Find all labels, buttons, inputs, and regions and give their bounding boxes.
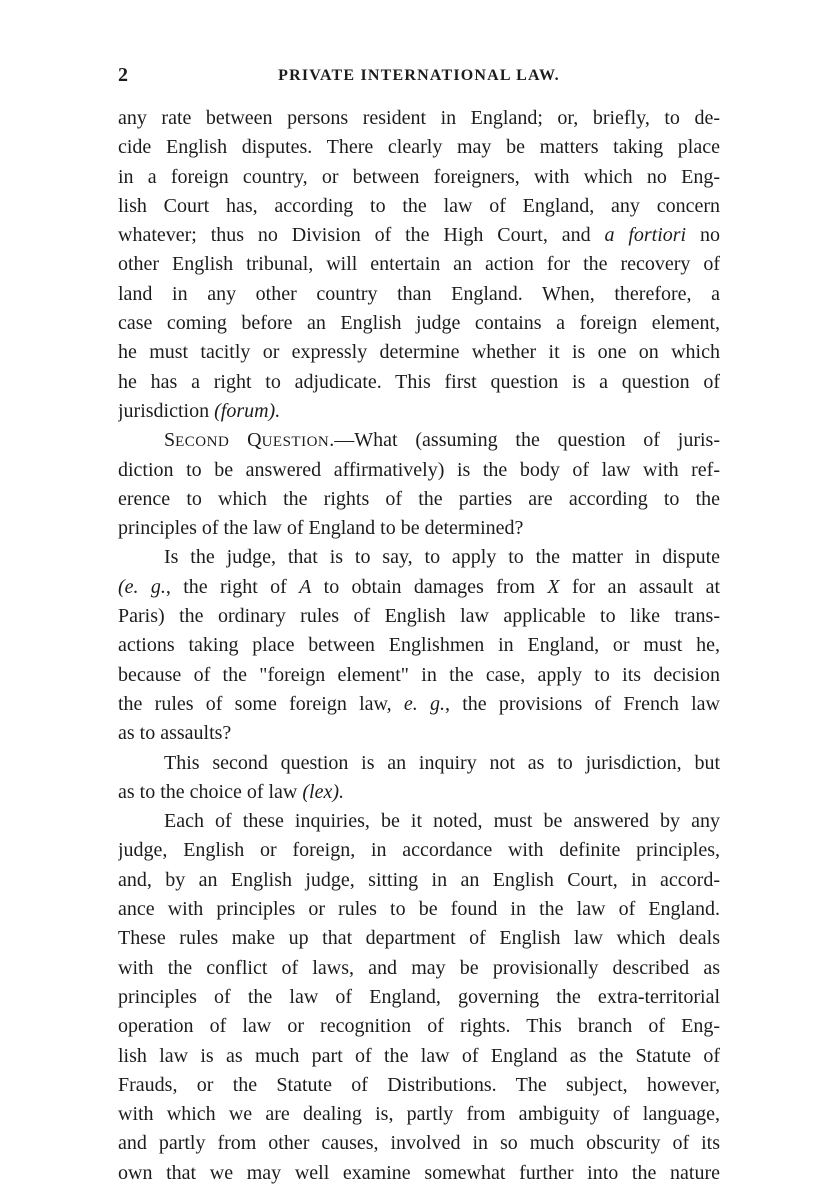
italic-term: (e. g. bbox=[118, 575, 166, 598]
text-line bbox=[118, 426, 720, 455]
text-line: lish law is as much part of the law of England as the Statute of bbox=[118, 1044, 720, 1067]
italic-term: (lex). bbox=[302, 780, 345, 803]
text-line: he has a right to adjudicate. This first question is a question of bbox=[118, 370, 720, 393]
small-caps-text: ECOND bbox=[175, 434, 230, 451]
text-line: This second question is an inquiry not as to jurisdiction, but bbox=[164, 751, 720, 774]
text-line: own that we may well examine somewhat further into the nature bbox=[118, 1161, 720, 1184]
text-line bbox=[118, 573, 720, 602]
running-title: PRIVATE INTERNATIONAL LAW. bbox=[278, 67, 560, 84]
text-line: he must tacitly or expressly determine whether it is one on which bbox=[118, 341, 720, 364]
text-run: as to the choice of law bbox=[118, 780, 298, 803]
text-run: , the provisions of French law bbox=[445, 692, 720, 715]
text-line: actions taking place between Englishmen in England, or must he, bbox=[118, 634, 720, 657]
text-line: principles of the law of England, governing the extra-territorial bbox=[118, 985, 720, 1008]
text-line: with which we are dealing is, partly from ambiguity of language, bbox=[118, 1103, 720, 1126]
text-line: Each of these inquiries, be it noted, must be answered by any bbox=[164, 810, 720, 833]
text-run: , the right of bbox=[165, 575, 287, 598]
text-run: for an assault at bbox=[571, 575, 720, 598]
text-line: other English tribunal, will entertain an action for the recovery of bbox=[118, 253, 720, 276]
text-line: Paris) the ordinary rules of English law applicable to like trans- bbox=[118, 605, 720, 628]
text-line: Frauds, or the Statute of Distributions. The subject, however, bbox=[118, 1073, 720, 1096]
text-run: whatever; thus no Division of the High Court, and bbox=[118, 224, 591, 247]
text-run: to obtain damages from bbox=[323, 575, 536, 598]
text-run: no bbox=[700, 224, 720, 247]
running-head bbox=[118, 64, 720, 92]
text-line bbox=[118, 690, 720, 719]
text-line: ance with principles or rules to be found in the law of England. bbox=[118, 898, 720, 921]
italic-term: A bbox=[299, 575, 312, 598]
italic-term: (forum). bbox=[214, 399, 281, 422]
text-line: because of the "foreign element" in the case, apply to its decision bbox=[118, 663, 720, 686]
text-line: diction to be answered affirmatively) is the body of law with ref- bbox=[118, 458, 720, 481]
text-line: any rate between persons resident in England; or, briefly, to de- bbox=[118, 107, 720, 129]
text-line: in a foreign country, or between foreigners, with which no Eng- bbox=[118, 165, 720, 188]
text-run: the rules of some foreign law, bbox=[118, 692, 392, 715]
text-line: and, by an English judge, sitting in an English Court, in accord- bbox=[118, 868, 720, 891]
text-line: operation of law or recognition of rights. This branch of Eng- bbox=[118, 1015, 720, 1038]
text-run: .—What (assuming the question of juris- bbox=[329, 429, 720, 452]
text-line bbox=[118, 221, 720, 250]
text-line: judge, English or foreign, in accordance with definite principles, bbox=[118, 839, 720, 862]
text-line: as to assaults? bbox=[118, 722, 232, 745]
text-line: case coming before an English judge contains a foreign element, bbox=[118, 312, 720, 335]
text-line: principles of the law of England to be determined? bbox=[118, 517, 524, 540]
text-run: jurisdiction bbox=[118, 399, 210, 422]
text-line: land in any other country than England. When, therefore, a bbox=[118, 282, 720, 305]
text-line: with the conflict of laws, and may be provisionally described as bbox=[118, 956, 720, 979]
text-line: and partly from other causes, involved in so much obscurity of its bbox=[118, 1132, 720, 1155]
italic-term: e. g. bbox=[403, 692, 445, 715]
page-number: 2 bbox=[118, 64, 128, 86]
text-line: lish Court has, according to the law of England, any concern bbox=[118, 194, 720, 217]
text-line: cide English disputes. There clearly may be matters taking place bbox=[118, 136, 720, 159]
small-caps-text: UESTION bbox=[261, 434, 330, 451]
text-line: Is the judge, that is to say, to apply to the matter in dispute bbox=[164, 546, 720, 569]
italic-term: a fortiori bbox=[604, 224, 687, 247]
body-text bbox=[118, 104, 720, 1188]
small-caps-initial: S bbox=[164, 429, 176, 452]
text-line: erence to which the rights of the parties are according to the bbox=[118, 487, 720, 510]
text-line: These rules make up that department of English law which deals bbox=[118, 927, 720, 950]
text-line bbox=[118, 397, 720, 426]
text-line bbox=[118, 778, 720, 807]
small-caps-initial: Q bbox=[247, 429, 262, 452]
italic-term: X bbox=[547, 575, 560, 598]
